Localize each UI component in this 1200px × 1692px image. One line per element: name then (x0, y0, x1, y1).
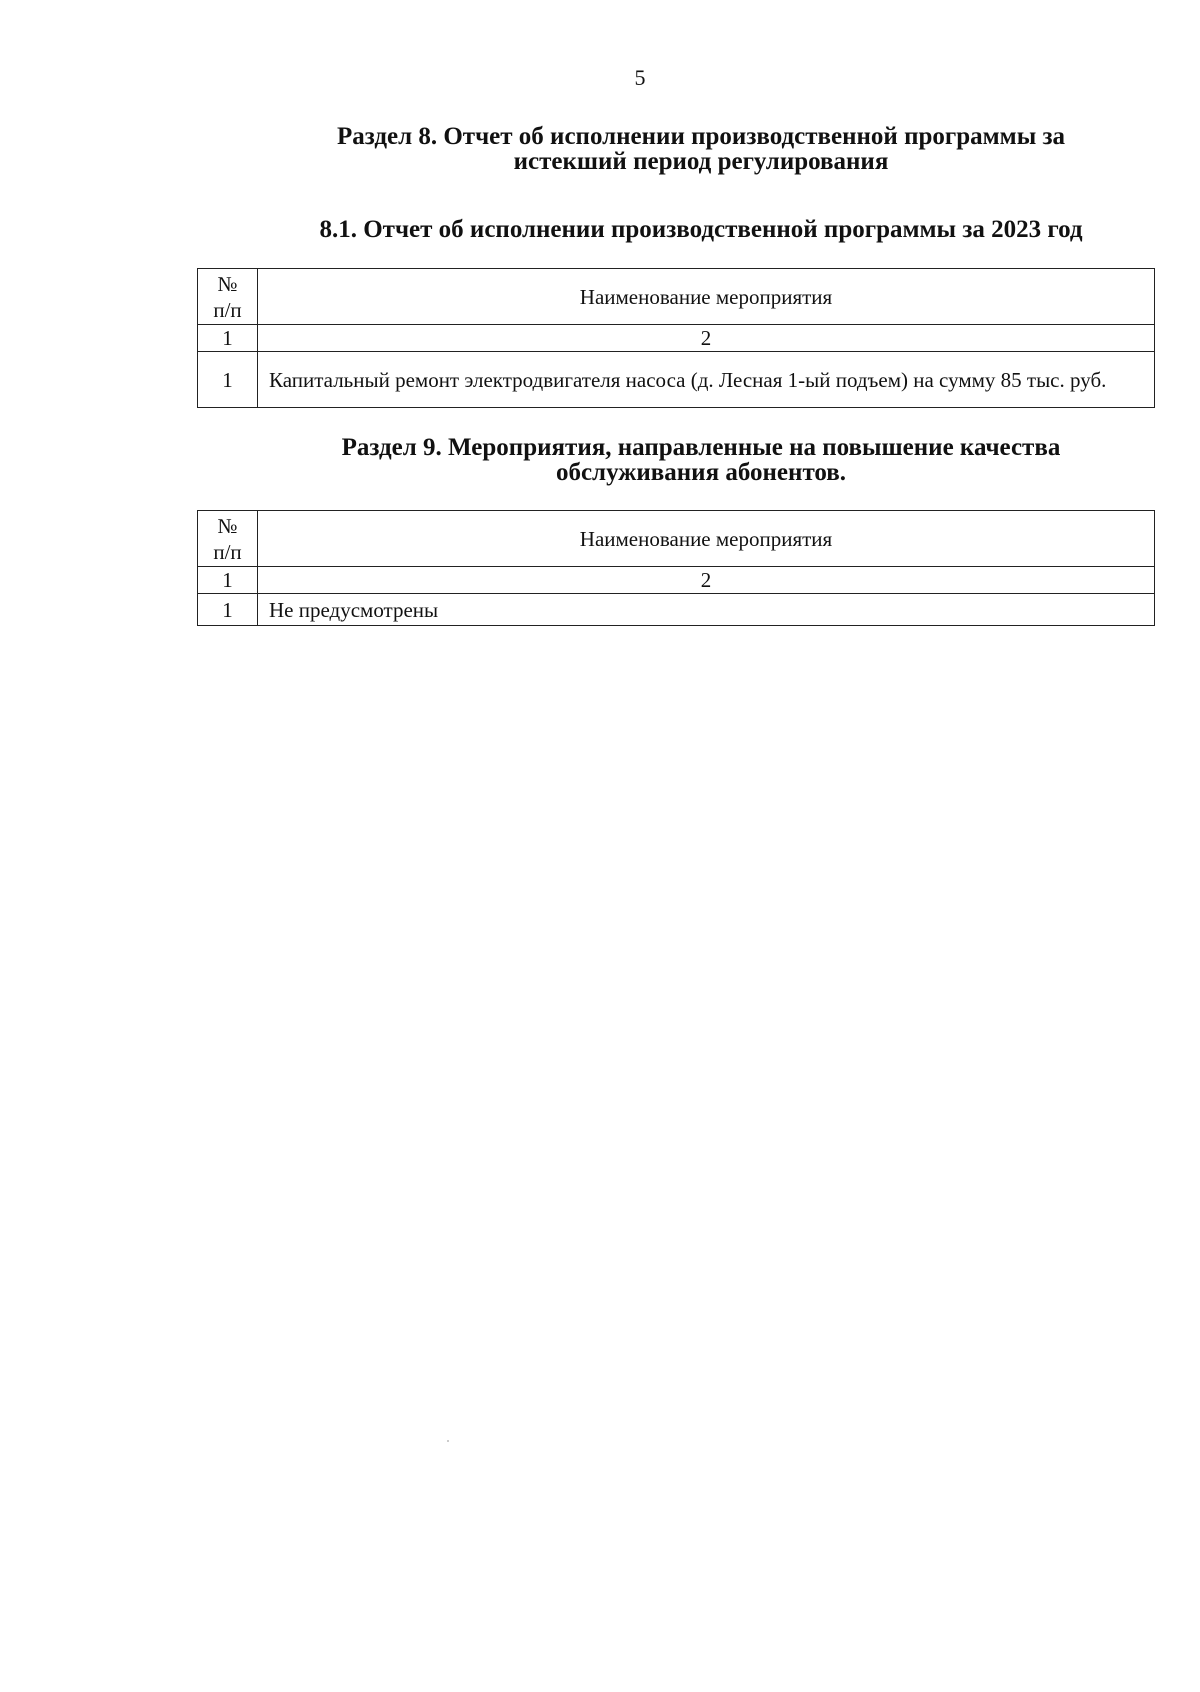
section-9-title-line2: обслуживания абонентов. (555, 459, 847, 486)
section-8-title (196, 124, 1200, 174)
table-row (198, 352, 1155, 408)
table-header-row (198, 269, 1155, 325)
table-row (198, 594, 1155, 626)
column-number-2: 2 (258, 567, 1155, 594)
section-8-title-line2: истекший период регулирования (513, 148, 889, 175)
header-num-symbol: № (217, 513, 238, 538)
column-numbers-row (198, 325, 1155, 352)
section-8-title-line1: Раздел 8. Отчет об исполнении производственной программы за (336, 123, 1066, 150)
section-8-1-table (197, 268, 1155, 408)
row-name-cell: Не предусмотрены (258, 594, 1155, 626)
section-9-table (197, 510, 1155, 626)
header-name-cell: Наименование мероприятия (258, 511, 1155, 567)
section-9-title (196, 435, 1200, 485)
column-number-2: 2 (258, 325, 1155, 352)
header-num-abbrev: п/п (213, 539, 242, 564)
row-num-cell: 1 (198, 352, 258, 408)
column-number-1: 1 (198, 567, 258, 594)
header-num-abbrev: п/п (213, 297, 242, 322)
scan-artifact (447, 1440, 449, 1442)
row-num-cell: 1 (198, 594, 258, 626)
table-header-row (198, 511, 1155, 567)
header-num-cell (198, 511, 258, 567)
column-number-1: 1 (198, 325, 258, 352)
header-num-symbol: № (217, 271, 238, 296)
header-num-cell (198, 269, 258, 325)
column-numbers-row (198, 567, 1155, 594)
page-number: 5 (634, 65, 646, 90)
row-name-cell: Капитальный ремонт электродвигателя насоса (д. Лесная 1-ый подъем) на сумму 85 тыс. руб. (258, 352, 1155, 408)
header-name-cell: Наименование мероприятия (258, 269, 1155, 325)
section-8-1-title: 8.1. Отчет об исполнении производственной программы за 2023 год (319, 216, 1083, 243)
section-9-title-line1: Раздел 9. Мероприятия, направленные на повышение качества (341, 434, 1061, 461)
